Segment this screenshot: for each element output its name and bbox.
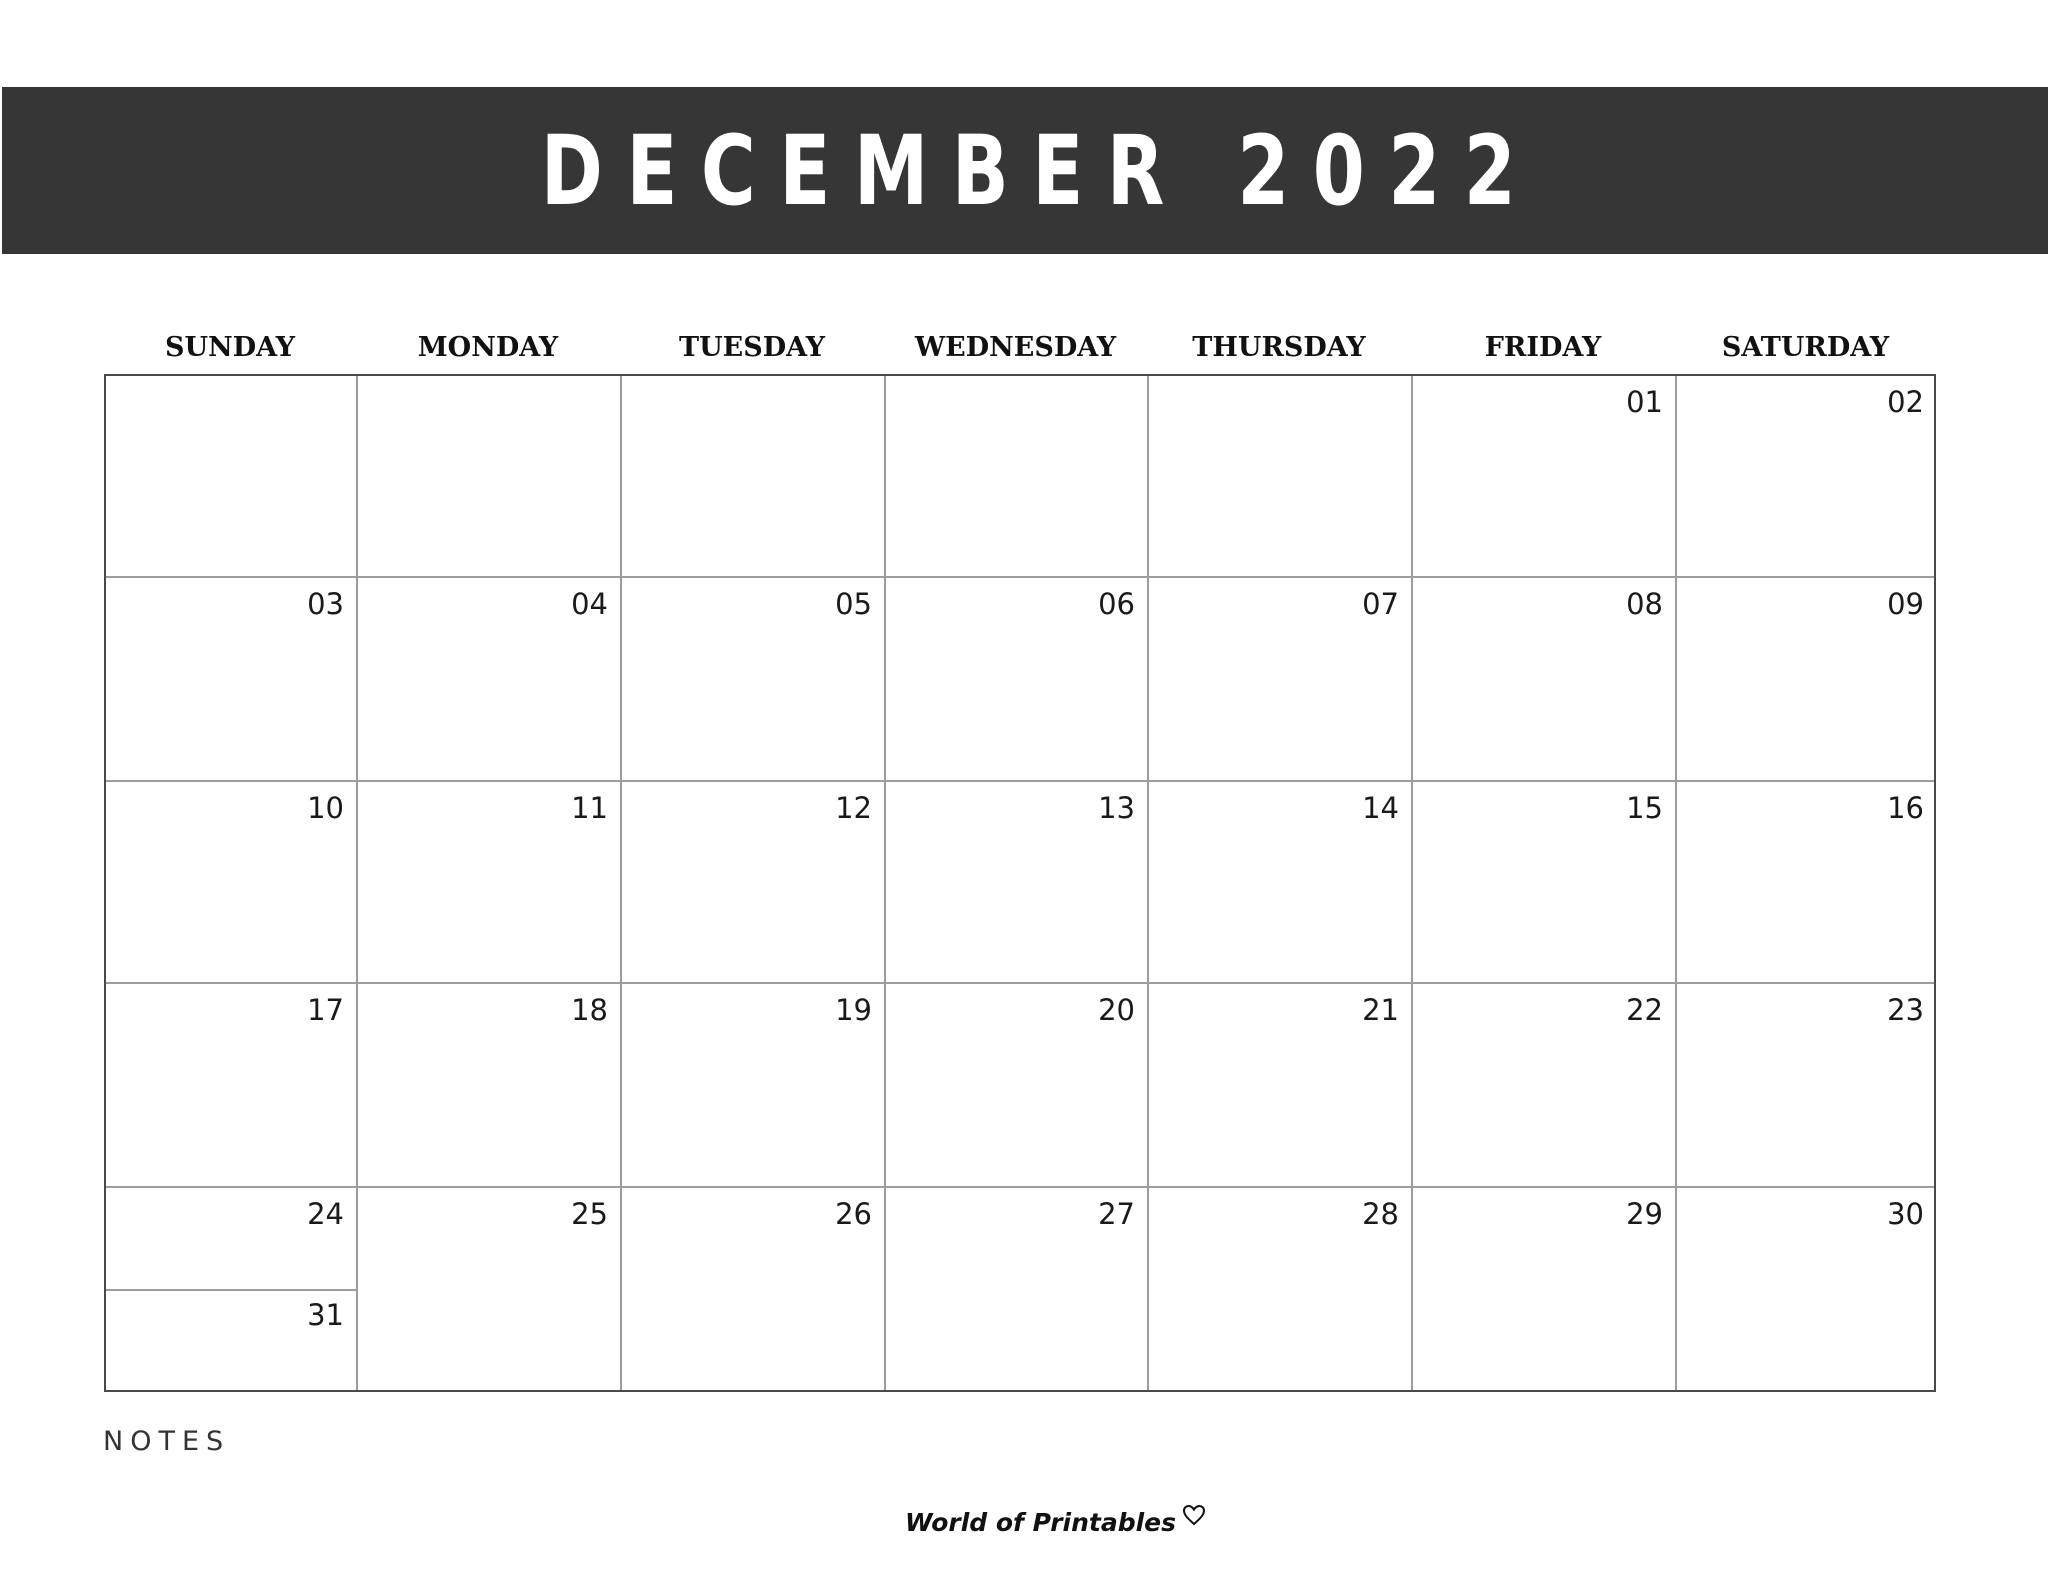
- brand-logo: [905, 1508, 1206, 1537]
- weekday-wednesday: WEDNESDAY: [914, 331, 1117, 363]
- header-banner: [2, 87, 2048, 254]
- day-number: 07: [1362, 587, 1399, 621]
- day-number: 02: [1887, 385, 1924, 419]
- day-number: 27: [1098, 1197, 1135, 1231]
- day-number: 29: [1626, 1197, 1663, 1231]
- day-number: 03: [307, 587, 344, 621]
- weekday-friday: FRIDAY: [1484, 331, 1602, 363]
- calendar-title: DECEMBER 2022: [540, 114, 1540, 227]
- notes-label: NOTES: [103, 1426, 231, 1457]
- grid-row-divider: [106, 982, 1934, 984]
- weekday-monday: MONDAY: [417, 331, 559, 363]
- calendar-grid: [104, 374, 1936, 1392]
- grid-row-divider: [106, 1186, 1934, 1188]
- day-number: 21: [1362, 993, 1399, 1027]
- day-number: 08: [1626, 587, 1663, 621]
- day-number: 22: [1626, 993, 1663, 1027]
- day-number: 23: [1887, 993, 1924, 1027]
- heart-icon: [1182, 1504, 1206, 1526]
- split-cell-divider: [106, 1289, 358, 1291]
- day-number: 10: [307, 791, 344, 825]
- grid-column-divider: [356, 376, 358, 1390]
- day-number: 25: [571, 1197, 608, 1231]
- day-number: 11: [571, 791, 608, 825]
- day-number: 01: [1626, 385, 1663, 419]
- day-number: 06: [1098, 587, 1135, 621]
- grid-column-divider: [884, 376, 886, 1390]
- weekday-header-row: [104, 322, 1936, 372]
- brand-text: World of Printables: [905, 1508, 1177, 1537]
- day-number: 04: [571, 587, 608, 621]
- weekday-saturday: SATURDAY: [1721, 331, 1890, 363]
- day-number: 16: [1887, 791, 1924, 825]
- day-number: 18: [571, 993, 608, 1027]
- day-number: 20: [1098, 993, 1135, 1027]
- day-number: 13: [1098, 791, 1135, 825]
- grid-column-divider: [620, 376, 622, 1390]
- weekday-sunday: SUNDAY: [164, 331, 296, 363]
- grid-row-divider: [106, 780, 1934, 782]
- grid-row-divider: [106, 576, 1934, 578]
- day-number: 14: [1362, 791, 1399, 825]
- day-number: 19: [835, 993, 872, 1027]
- day-number: 05: [835, 587, 872, 621]
- day-number: 24: [307, 1197, 344, 1231]
- grid-column-divider: [1147, 376, 1149, 1390]
- day-number: 17: [307, 993, 344, 1027]
- weekday-tuesday: TUESDAY: [678, 331, 825, 363]
- day-number-extra: 31: [307, 1298, 344, 1332]
- day-number: 15: [1626, 791, 1663, 825]
- day-number: 30: [1887, 1197, 1924, 1231]
- day-number: 09: [1887, 587, 1924, 621]
- day-number: 12: [835, 791, 872, 825]
- day-number: 26: [835, 1197, 872, 1231]
- day-number: 28: [1362, 1197, 1399, 1231]
- grid-column-divider: [1411, 376, 1413, 1390]
- grid-column-divider: [1675, 376, 1677, 1390]
- weekday-thursday: THURSDAY: [1192, 331, 1366, 363]
